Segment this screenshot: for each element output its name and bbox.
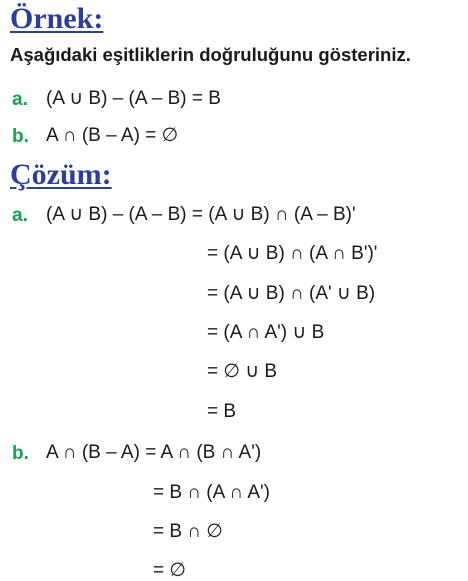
- solution-part-a-step: = (A ∪ B) ∩ (A ∩ B')': [207, 243, 378, 264]
- example-item-a-expression: (A ∪ B) – (A – B) = B: [46, 88, 221, 109]
- solution-part-a-step: = ∅ ∪ B: [207, 361, 278, 382]
- example-item-b-expression: A ∩ (B – A) = ∅: [46, 125, 179, 146]
- solution-part-b-step: = B ∩ ∅: [153, 521, 223, 542]
- example-item-a-label: a.: [12, 89, 28, 110]
- solution-part-a-step: = (A ∩ A') ∪ B: [207, 322, 325, 343]
- example-heading: Örnek:: [10, 2, 104, 35]
- solution-part-b-first-line: A ∩ (B – A) = A ∩ (B ∩ A'): [46, 442, 262, 463]
- solution-part-b-step: = ∅: [153, 560, 186, 581]
- solution-part-b-label: b.: [12, 443, 29, 464]
- solution-part-b-step: = B ∩ (A ∩ A'): [153, 482, 271, 503]
- solution-heading: Çözüm:: [10, 158, 112, 191]
- solution-part-a-step: = (A ∪ B) ∩ (A' ∪ B): [207, 283, 376, 304]
- solution-part-a-step: = B: [207, 401, 237, 422]
- instruction-text: Aşağıdaki eşitliklerin doğruluğunu gösteriniz.: [10, 44, 411, 65]
- example-item-b-label: b.: [12, 126, 29, 147]
- solution-part-a-label: a.: [12, 205, 28, 226]
- solution-part-a-first-line: (A ∪ B) – (A – B) = (A ∪ B) ∩ (A – B)': [46, 204, 356, 225]
